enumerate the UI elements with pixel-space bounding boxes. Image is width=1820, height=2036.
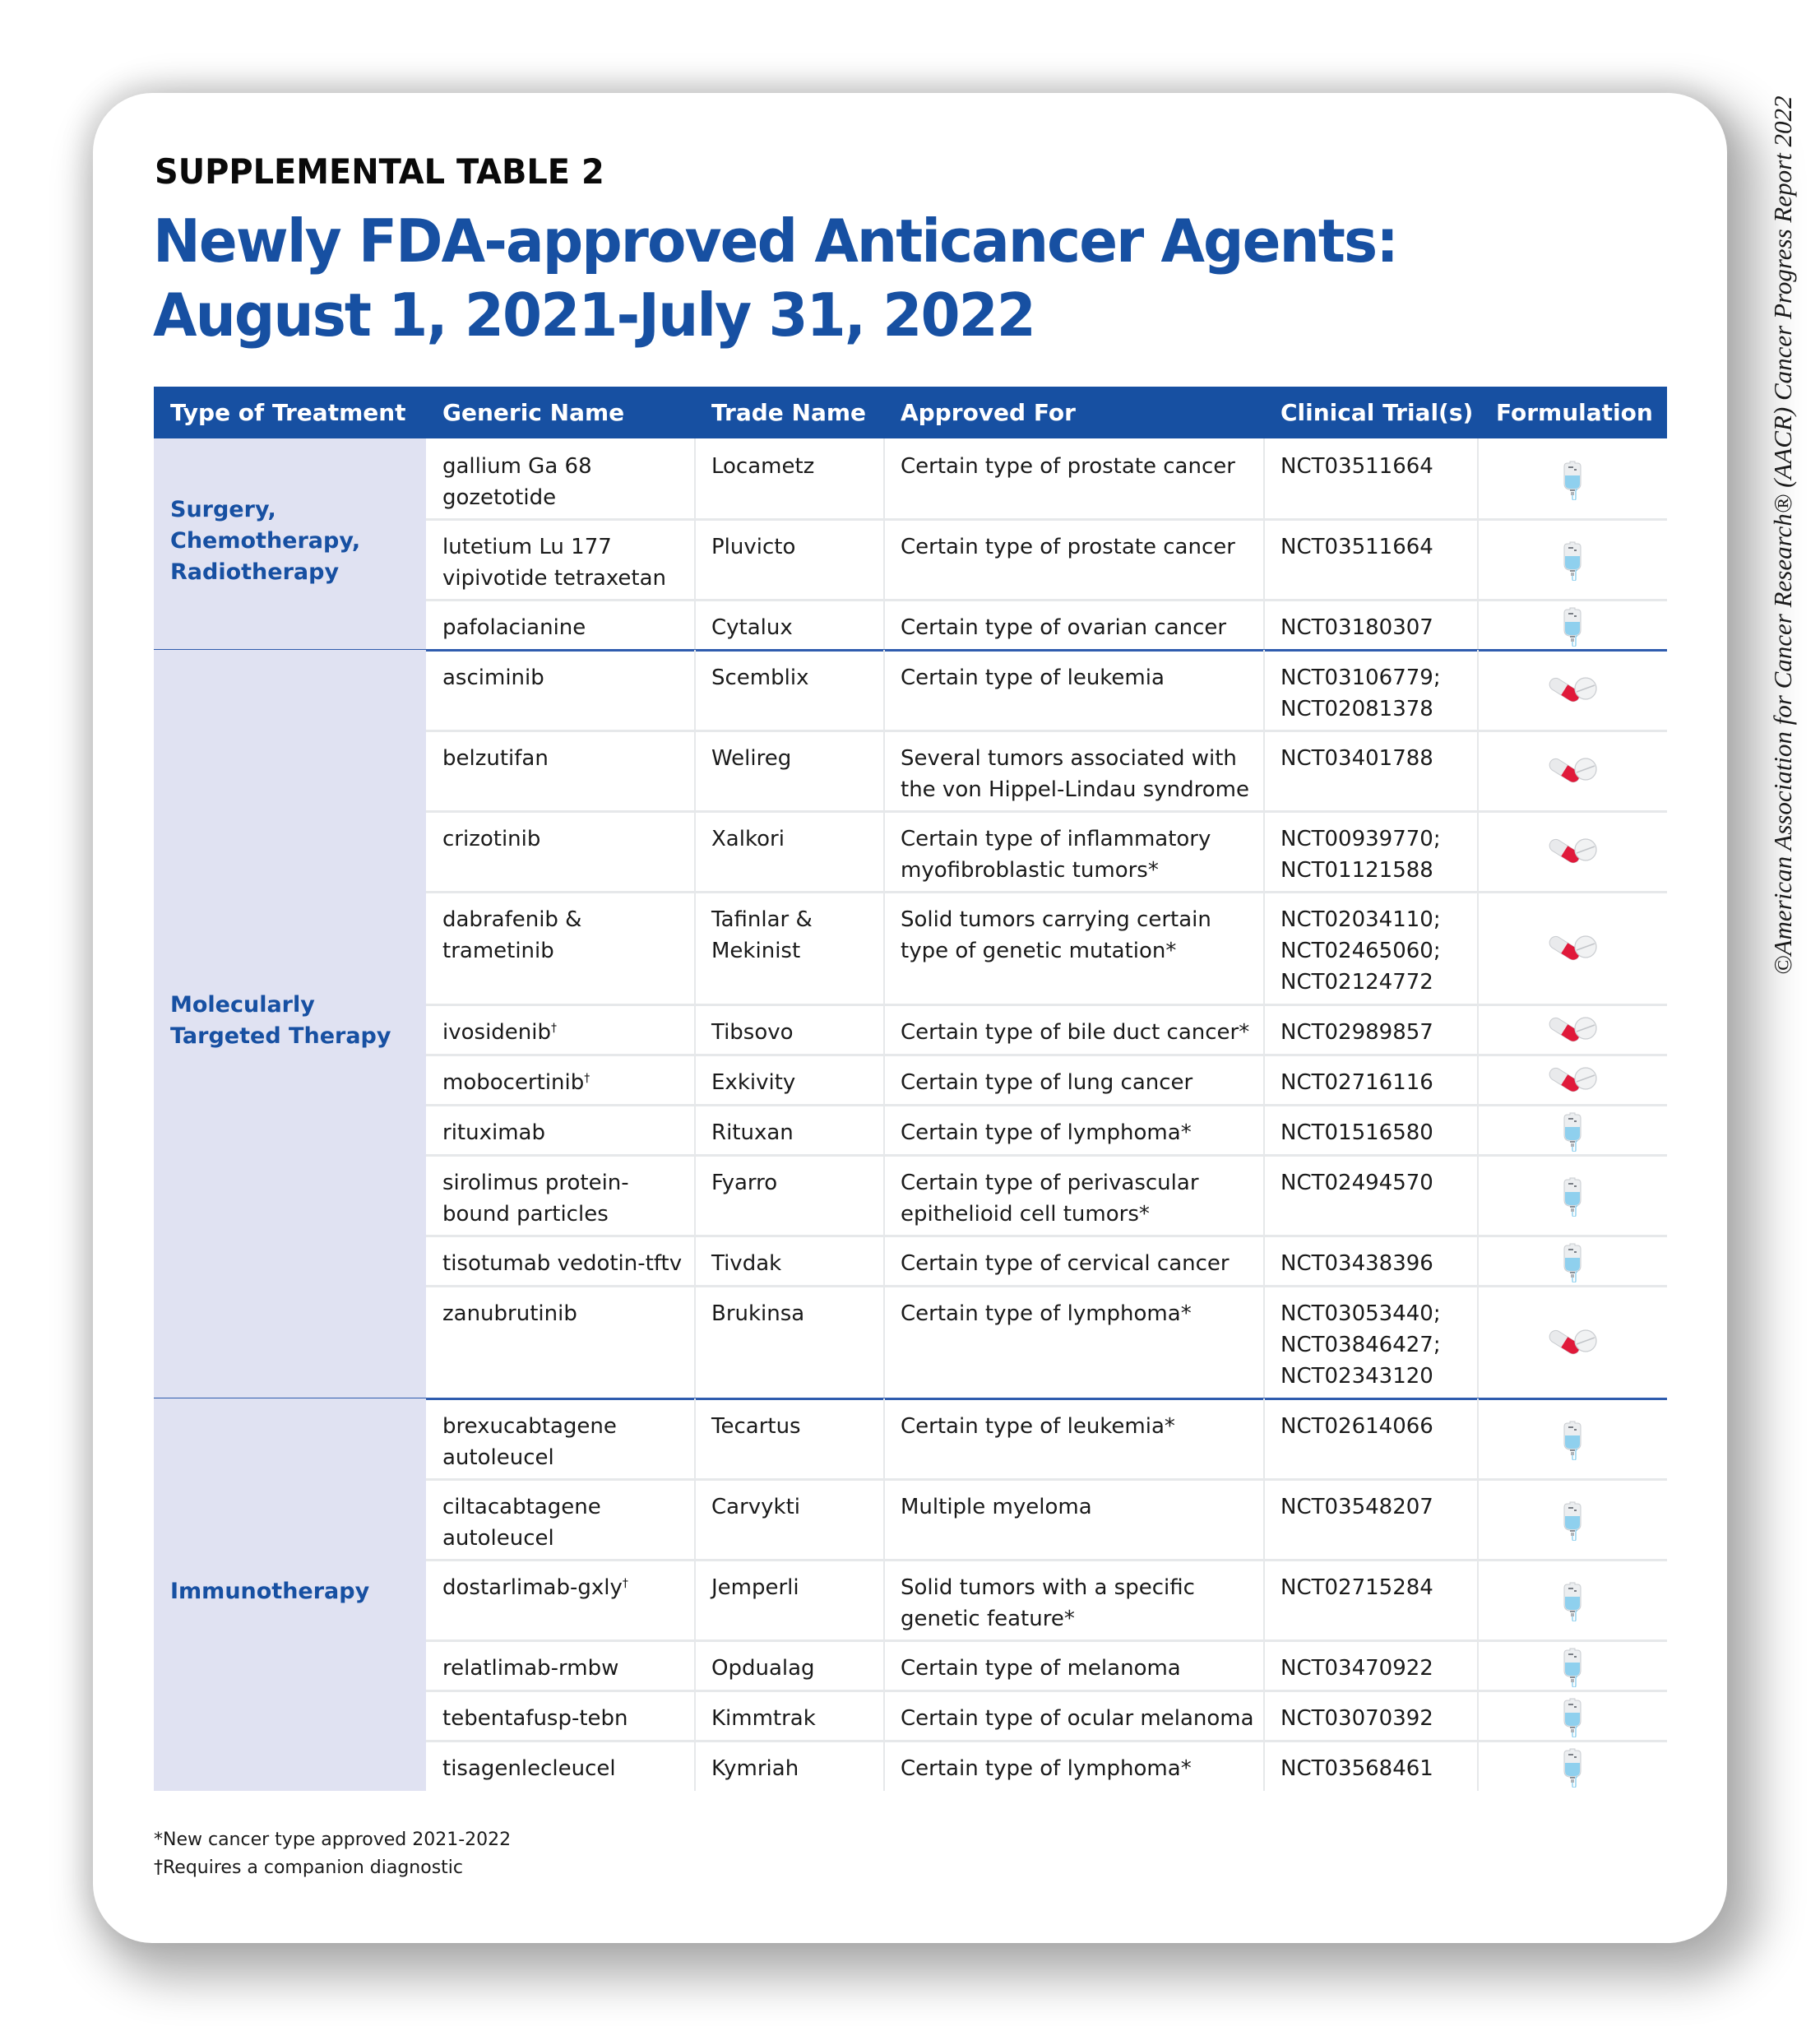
generic-name-cell: belzutifan (442, 746, 549, 771)
clinical-trials-cell: NCT03438396 (1280, 1251, 1433, 1276)
column-divider (883, 892, 885, 1004)
table-row (426, 811, 1667, 892)
column-divider (694, 519, 696, 600)
clinical-trials-cell: NCT03511664 (1280, 454, 1433, 479)
generic-name-cell: ivosidenib† (442, 1020, 557, 1045)
trade-name-cell: Rituxan (711, 1120, 794, 1145)
generic-name-cell: sirolimus protein- bound particles (442, 1171, 629, 1227)
clinical-trials-cell: NCT00939770; NCT01121588 (1280, 827, 1441, 883)
generic-name-cell: tisagenlecleucel (442, 1756, 616, 1781)
column-divider (883, 1479, 885, 1560)
column-divider (1263, 438, 1265, 519)
approved-for-cell: Certain type of lymphoma* (901, 1120, 1192, 1145)
clinical-trials-cell: NCT02716116 (1280, 1070, 1433, 1095)
table-row (426, 1105, 1667, 1155)
column-divider (1263, 1155, 1265, 1236)
column-divider (694, 600, 696, 650)
trade-name-cell: Brukinsa (711, 1301, 805, 1326)
trade-name-cell: Opdualag (711, 1656, 815, 1681)
column-divider (694, 1286, 696, 1398)
column-divider (1263, 1560, 1265, 1640)
generic-name-cell: tisotumab vedotin-tftv (442, 1251, 683, 1276)
group-label-0: Surgery, Chemotherapy, Radiotherapy (170, 497, 361, 585)
col-header-type: Type of Treatment (170, 399, 406, 426)
table-row (426, 1236, 1667, 1286)
clinical-trials-cell: NCT02715284 (1280, 1575, 1433, 1600)
iv-bag-icon (1563, 1582, 1582, 1626)
clinical-trials-cell: NCT02989857 (1280, 1020, 1433, 1045)
title-line-1: Newly FDA-approved Anticancer Agents: (153, 206, 1397, 276)
column-divider (1477, 1286, 1479, 1398)
column-divider (883, 1286, 885, 1398)
iv-bag-icon (1563, 1112, 1582, 1156)
generic-name-cell: relatlimab-rmbw (442, 1656, 619, 1681)
trade-name-cell: Fyarro (711, 1171, 778, 1195)
column-divider (1263, 1004, 1265, 1055)
approved-for-cell: Solid tumors with a specific genetic feature* (901, 1575, 1195, 1631)
generic-name-cell: mobocertinib† (442, 1070, 590, 1095)
column-divider (1263, 1741, 1265, 1791)
column-divider (1477, 1398, 1479, 1479)
column-divider (1263, 1236, 1265, 1286)
iv-bag-icon (1563, 1177, 1582, 1221)
iv-bag-icon (1563, 1748, 1582, 1792)
clinical-trials-cell: NCT03070392 (1280, 1706, 1433, 1731)
trade-name-cell: Locametz (711, 454, 815, 479)
approved-for-cell: Certain type of cervical cancer (901, 1251, 1230, 1276)
table-row (426, 1055, 1667, 1105)
approved-for-cell: Certain type of lymphoma* (901, 1301, 1192, 1326)
iv-bag-icon (1563, 1501, 1582, 1545)
column-divider (694, 438, 696, 519)
column-divider (694, 1690, 696, 1741)
column-divider (1263, 1690, 1265, 1741)
trade-name-cell: Tecartus (711, 1414, 801, 1439)
column-divider (1477, 1236, 1479, 1286)
trade-name-cell: Scemblix (711, 666, 809, 690)
table-row (426, 1479, 1667, 1560)
column-divider (1477, 1004, 1479, 1055)
generic-name-cell: rituximab (442, 1120, 545, 1145)
pill-icon (1546, 1328, 1599, 1361)
column-divider (883, 1690, 885, 1741)
trade-name-cell: Jemperli (711, 1575, 799, 1600)
trade-name-cell: Xalkori (711, 827, 785, 851)
column-divider (1477, 600, 1479, 650)
trade-name-cell: Tivdak (711, 1251, 782, 1276)
column-divider (694, 892, 696, 1004)
table-kicker: SUPPLEMENTAL TABLE 2 (155, 151, 604, 192)
column-divider (1477, 1640, 1479, 1690)
column-divider (883, 730, 885, 811)
table-row (426, 1398, 1667, 1479)
column-divider (694, 1055, 696, 1105)
clinical-trials-cell: NCT03470922 (1280, 1656, 1433, 1681)
group-label-1: Molecularly Targeted Therapy (170, 992, 391, 1049)
table-row (426, 892, 1667, 1004)
generic-name-cell: asciminib (442, 666, 544, 690)
column-divider (883, 1004, 885, 1055)
dagger-mark: † (551, 1022, 557, 1035)
column-divider (1477, 1479, 1479, 1560)
column-divider (1477, 1155, 1479, 1236)
column-divider (883, 650, 885, 730)
clinical-trials-cell: NCT03548207 (1280, 1495, 1433, 1519)
approved-for-cell: Certain type of prostate cancer (901, 535, 1235, 559)
pill-icon (1546, 1065, 1599, 1099)
clinical-trials-cell: NCT03106779; NCT02081378 (1280, 666, 1441, 721)
column-divider (1263, 519, 1265, 600)
column-divider (1263, 1640, 1265, 1690)
column-divider (1263, 1286, 1265, 1398)
approved-for-cell: Certain type of bile duct cancer* (901, 1020, 1250, 1045)
table-row (426, 438, 1667, 519)
generic-name-cell: gallium Ga 68 gozetotide (442, 454, 592, 510)
table-row (426, 600, 1667, 650)
column-divider (883, 1105, 885, 1155)
approved-for-cell: Solid tumors carrying certain type of genetic mutation* (901, 907, 1211, 963)
col-header-generic: Generic Name (442, 399, 625, 426)
trade-name-cell: Pluvicto (711, 535, 796, 559)
column-divider (1263, 1398, 1265, 1479)
col-header-approved: Approved For (901, 399, 1076, 426)
column-divider (1477, 1105, 1479, 1155)
clinical-trials-cell: NCT03401788 (1280, 746, 1433, 771)
generic-name-cell: ciltacabtagene autoleucel (442, 1495, 601, 1551)
approved-for-cell: Certain type of ovarian cancer (901, 615, 1227, 640)
approved-for-cell: Certain type of perivascular epithelioid cell tumors* (901, 1171, 1199, 1227)
column-divider (694, 1479, 696, 1560)
table-row (426, 1560, 1667, 1640)
trade-name-cell: Welireg (711, 746, 792, 771)
generic-name-cell: dostarlimab-gxly† (442, 1575, 628, 1600)
iv-bag-icon (1563, 1648, 1582, 1691)
column-divider (694, 1236, 696, 1286)
approved-for-cell: Certain type of melanoma (901, 1656, 1181, 1681)
table-row (426, 1155, 1667, 1236)
table-row (426, 1690, 1667, 1741)
trade-name-cell: Kymriah (711, 1756, 799, 1781)
pill-icon (1546, 675, 1599, 709)
column-divider (694, 730, 696, 811)
column-divider (883, 1236, 885, 1286)
column-divider (694, 1155, 696, 1236)
column-divider (1477, 1055, 1479, 1105)
generic-name-cell: brexucabtagene autoleucel (442, 1414, 617, 1470)
column-divider (1477, 438, 1479, 519)
group-label-2: Immunotherapy (170, 1579, 370, 1604)
column-divider (883, 600, 885, 650)
column-divider (1263, 1055, 1265, 1105)
table-row (426, 1640, 1667, 1690)
table-row (426, 1286, 1667, 1398)
column-divider (694, 1560, 696, 1640)
generic-name-cell: crizotinib (442, 827, 541, 851)
column-divider (1263, 1479, 1265, 1560)
iv-bag-icon (1563, 607, 1582, 651)
approved-for-cell: Certain type of ocular melanoma (901, 1706, 1254, 1731)
table-row (426, 650, 1667, 730)
column-divider (1263, 650, 1265, 730)
table-row (426, 519, 1667, 600)
generic-name-cell: tebentafusp-tebn (442, 1706, 628, 1731)
column-divider (1477, 650, 1479, 730)
trade-name-cell: Kimmtrak (711, 1706, 816, 1731)
column-divider (1263, 600, 1265, 650)
column-divider (1477, 892, 1479, 1004)
generic-name-cell: lutetium Lu 177 vipivotide tetraxetan (442, 535, 667, 591)
approved-for-cell: Certain type of leukemia (901, 666, 1165, 690)
table-row (426, 1741, 1667, 1791)
approved-for-cell: Certain type of prostate cancer (901, 454, 1235, 479)
column-divider (694, 1640, 696, 1690)
clinical-trials-cell: NCT02034110; NCT02465060; NCT02124772 (1280, 907, 1441, 995)
table-header (154, 387, 1667, 438)
trade-name-cell: Tibsovo (711, 1020, 794, 1045)
page-title (153, 204, 1397, 352)
pill-icon (1546, 934, 1599, 967)
column-divider (1477, 811, 1479, 892)
generic-name-cell: pafolacianine (442, 615, 586, 640)
column-divider (883, 811, 885, 892)
generic-name-cell: dabrafenib & trametinib (442, 907, 582, 963)
column-divider (1263, 1105, 1265, 1155)
footnote-dagger: †Requires a companion diagnostic (154, 1857, 463, 1878)
trade-name-cell: Carvykti (711, 1495, 801, 1519)
iv-bag-icon (1563, 1698, 1582, 1741)
approved-for-cell: Certain type of lung cancer (901, 1070, 1193, 1095)
column-divider (883, 1560, 885, 1640)
dagger-mark: † (584, 1072, 590, 1085)
clinical-trials-cell: NCT03568461 (1280, 1756, 1433, 1781)
dagger-mark: † (622, 1577, 628, 1590)
iv-bag-icon (1563, 461, 1582, 504)
table-row (426, 1004, 1667, 1055)
iv-bag-icon (1563, 1421, 1582, 1464)
approved-for-cell: Several tumors associated with the von Hippel-Lindau syndrome (901, 746, 1249, 802)
trade-name-cell: Exkivity (711, 1070, 796, 1095)
clinical-trials-cell: NCT02494570 (1280, 1171, 1433, 1195)
approved-for-cell: Certain type of inflammatory myofibroblastic tumors* (901, 827, 1211, 883)
column-divider (1263, 892, 1265, 1004)
column-divider (694, 811, 696, 892)
column-divider (883, 1640, 885, 1690)
approved-for-cell: Multiple myeloma (901, 1495, 1092, 1519)
title-line-2: August 1, 2021-July 31, 2022 (153, 281, 1035, 350)
clinical-trials-cell: NCT03053440; NCT03846427; NCT02343120 (1280, 1301, 1441, 1389)
column-divider (1477, 1690, 1479, 1741)
column-divider (883, 1055, 885, 1105)
generic-name-cell: zanubrutinib (442, 1301, 577, 1326)
column-divider (1263, 730, 1265, 811)
approved-for-cell: Certain type of lymphoma* (901, 1756, 1192, 1781)
col-header-trials: Clinical Trial(s) (1280, 399, 1474, 426)
iv-bag-icon (1563, 541, 1582, 585)
footnote-asterisk: *New cancer type approved 2021-2022 (154, 1830, 512, 1850)
column-divider (1477, 1560, 1479, 1640)
column-divider (883, 438, 885, 519)
column-divider (1477, 730, 1479, 811)
column-divider (694, 1105, 696, 1155)
trade-name-cell: Tafinlar & Mekinist (711, 907, 813, 963)
column-divider (694, 1398, 696, 1479)
column-divider (1477, 1741, 1479, 1791)
trade-name-cell: Cytalux (711, 615, 793, 640)
clinical-trials-cell: NCT03511664 (1280, 535, 1433, 559)
table-row (426, 730, 1667, 811)
pill-icon (1546, 1015, 1599, 1049)
copyright-notice: ©American Association for Cancer Research® (AACR) Cancer Progress Report 2022 (1768, 95, 1797, 975)
clinical-trials-cell: NCT02614066 (1280, 1414, 1433, 1439)
column-divider (883, 1741, 885, 1791)
column-divider (694, 1004, 696, 1055)
pill-icon (1546, 756, 1599, 790)
column-divider (694, 650, 696, 730)
column-divider (1263, 811, 1265, 892)
column-divider (883, 1155, 885, 1236)
clinical-trials-cell: NCT01516580 (1280, 1120, 1433, 1145)
approved-for-cell: Certain type of leukemia* (901, 1414, 1175, 1439)
pill-icon (1546, 837, 1599, 870)
col-header-formulation: Formulation (1496, 399, 1653, 426)
column-divider (883, 519, 885, 600)
clinical-trials-cell: NCT03180307 (1280, 615, 1433, 640)
col-header-trade: Trade Name (711, 399, 867, 426)
iv-bag-icon (1563, 1243, 1582, 1287)
column-divider (883, 1398, 885, 1479)
column-divider (1477, 519, 1479, 600)
column-divider (694, 1741, 696, 1791)
